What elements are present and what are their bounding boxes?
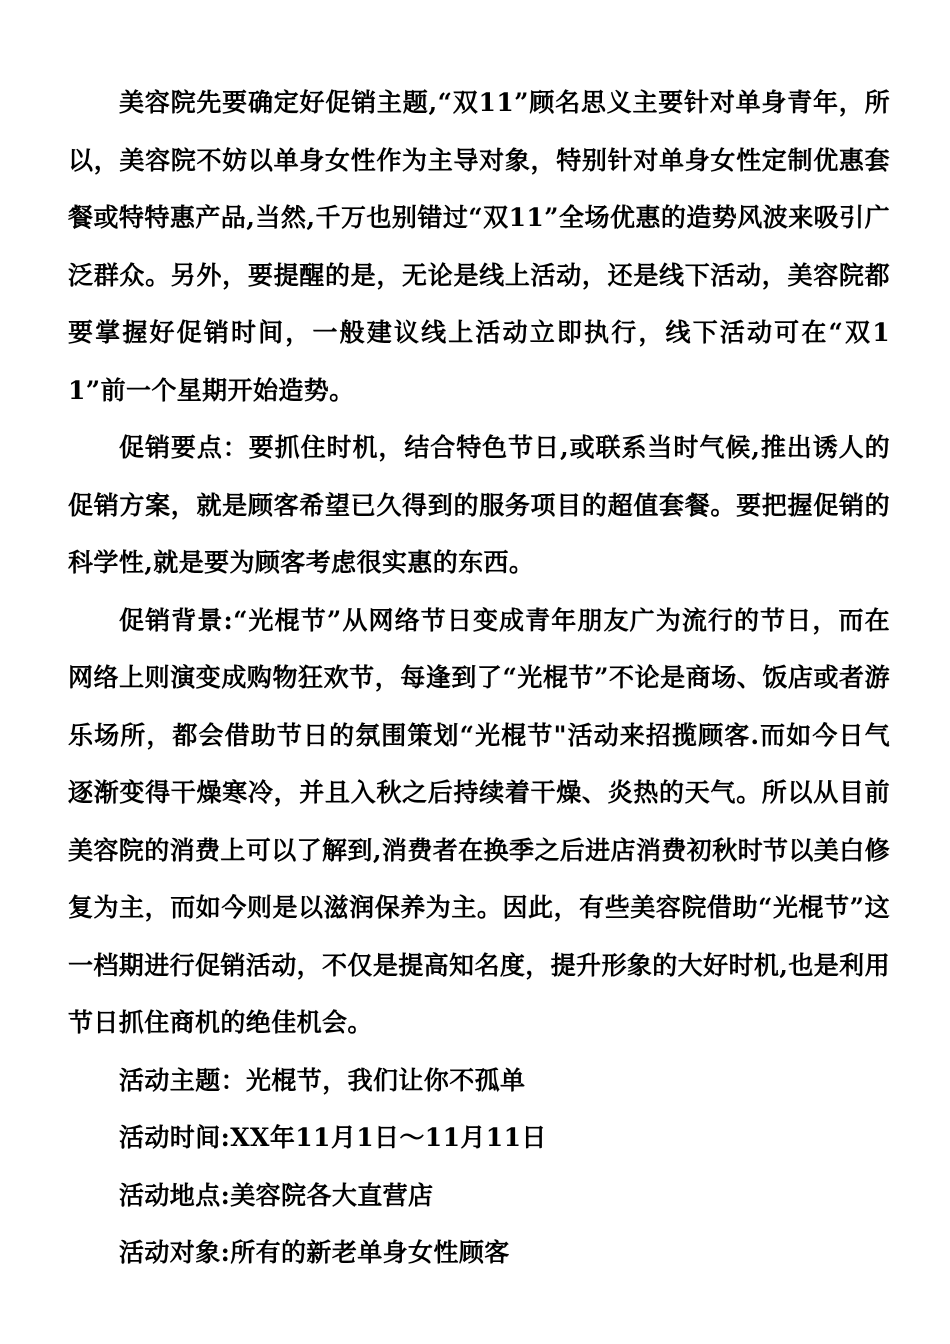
- activity-location: 活动地点:美容院各大直营店: [119, 1180, 434, 1210]
- activity-time: 活动时间:XX年11月1日～11月11日: [119, 1123, 547, 1152]
- activity-theme: 活动主题：光棍节，我们让你不孤单: [119, 1065, 526, 1095]
- document-page: [68, 74, 890, 1282]
- paragraph-promotion-points: 促销要点：要抓住时机，结合特色节日,或联系当时气候,推出诱人的促销方案，就是顾客希望已久得到的服务项目的超值套餐。要把握促销的科学性,就是要为顾客考虑很实惠的东西。: [68, 433, 890, 577]
- paragraph-promotion-background: 促销背景:“光棍节”从网络节日变成青年朋友广为流行的节日，而在网络上则演变成购物狂欢节，每逢到了“光棍节”不论是商场、饭店或者游乐场所，都会借助节日的氛围策划“光棍节"活动来招揽顾客.而如今日气逐渐变得干燥寒冷，并且入秋之后持续着干燥、炎热的天气。所以从目前美容院的消费上可以了解到,消费者在换季之后进店消费初秋时节以美白修复为主，而如今则是以滋润保养为主。因此，有些美容院借助“光棍节”这一档期进行促销活动，不仅是提高知名度，提升形象的大好时机,也是利用节日抓住商机的绝佳机会。: [68, 605, 890, 1037]
- activity-target: 活动对象:所有的新老单身女性顾客: [119, 1238, 510, 1267]
- paragraph-promotion-theme: 美容院先要确定好促销主题,“双11”顾名思义主要针对单身青年，所以，美容院不妨以单身女性作为主导对象，特别针对单身女性定制优惠套餐或特特惠产品,当然,千万也别错过“双11”全场优惠的造势风波来吸引广泛群众。另外，要提醒的是，无论是线上活动，还是线下活动，美容院都要掌握好促销时间，一般建议线上活动立即执行，线下活动可在“双11”前一个星期开始造势。: [68, 88, 890, 405]
